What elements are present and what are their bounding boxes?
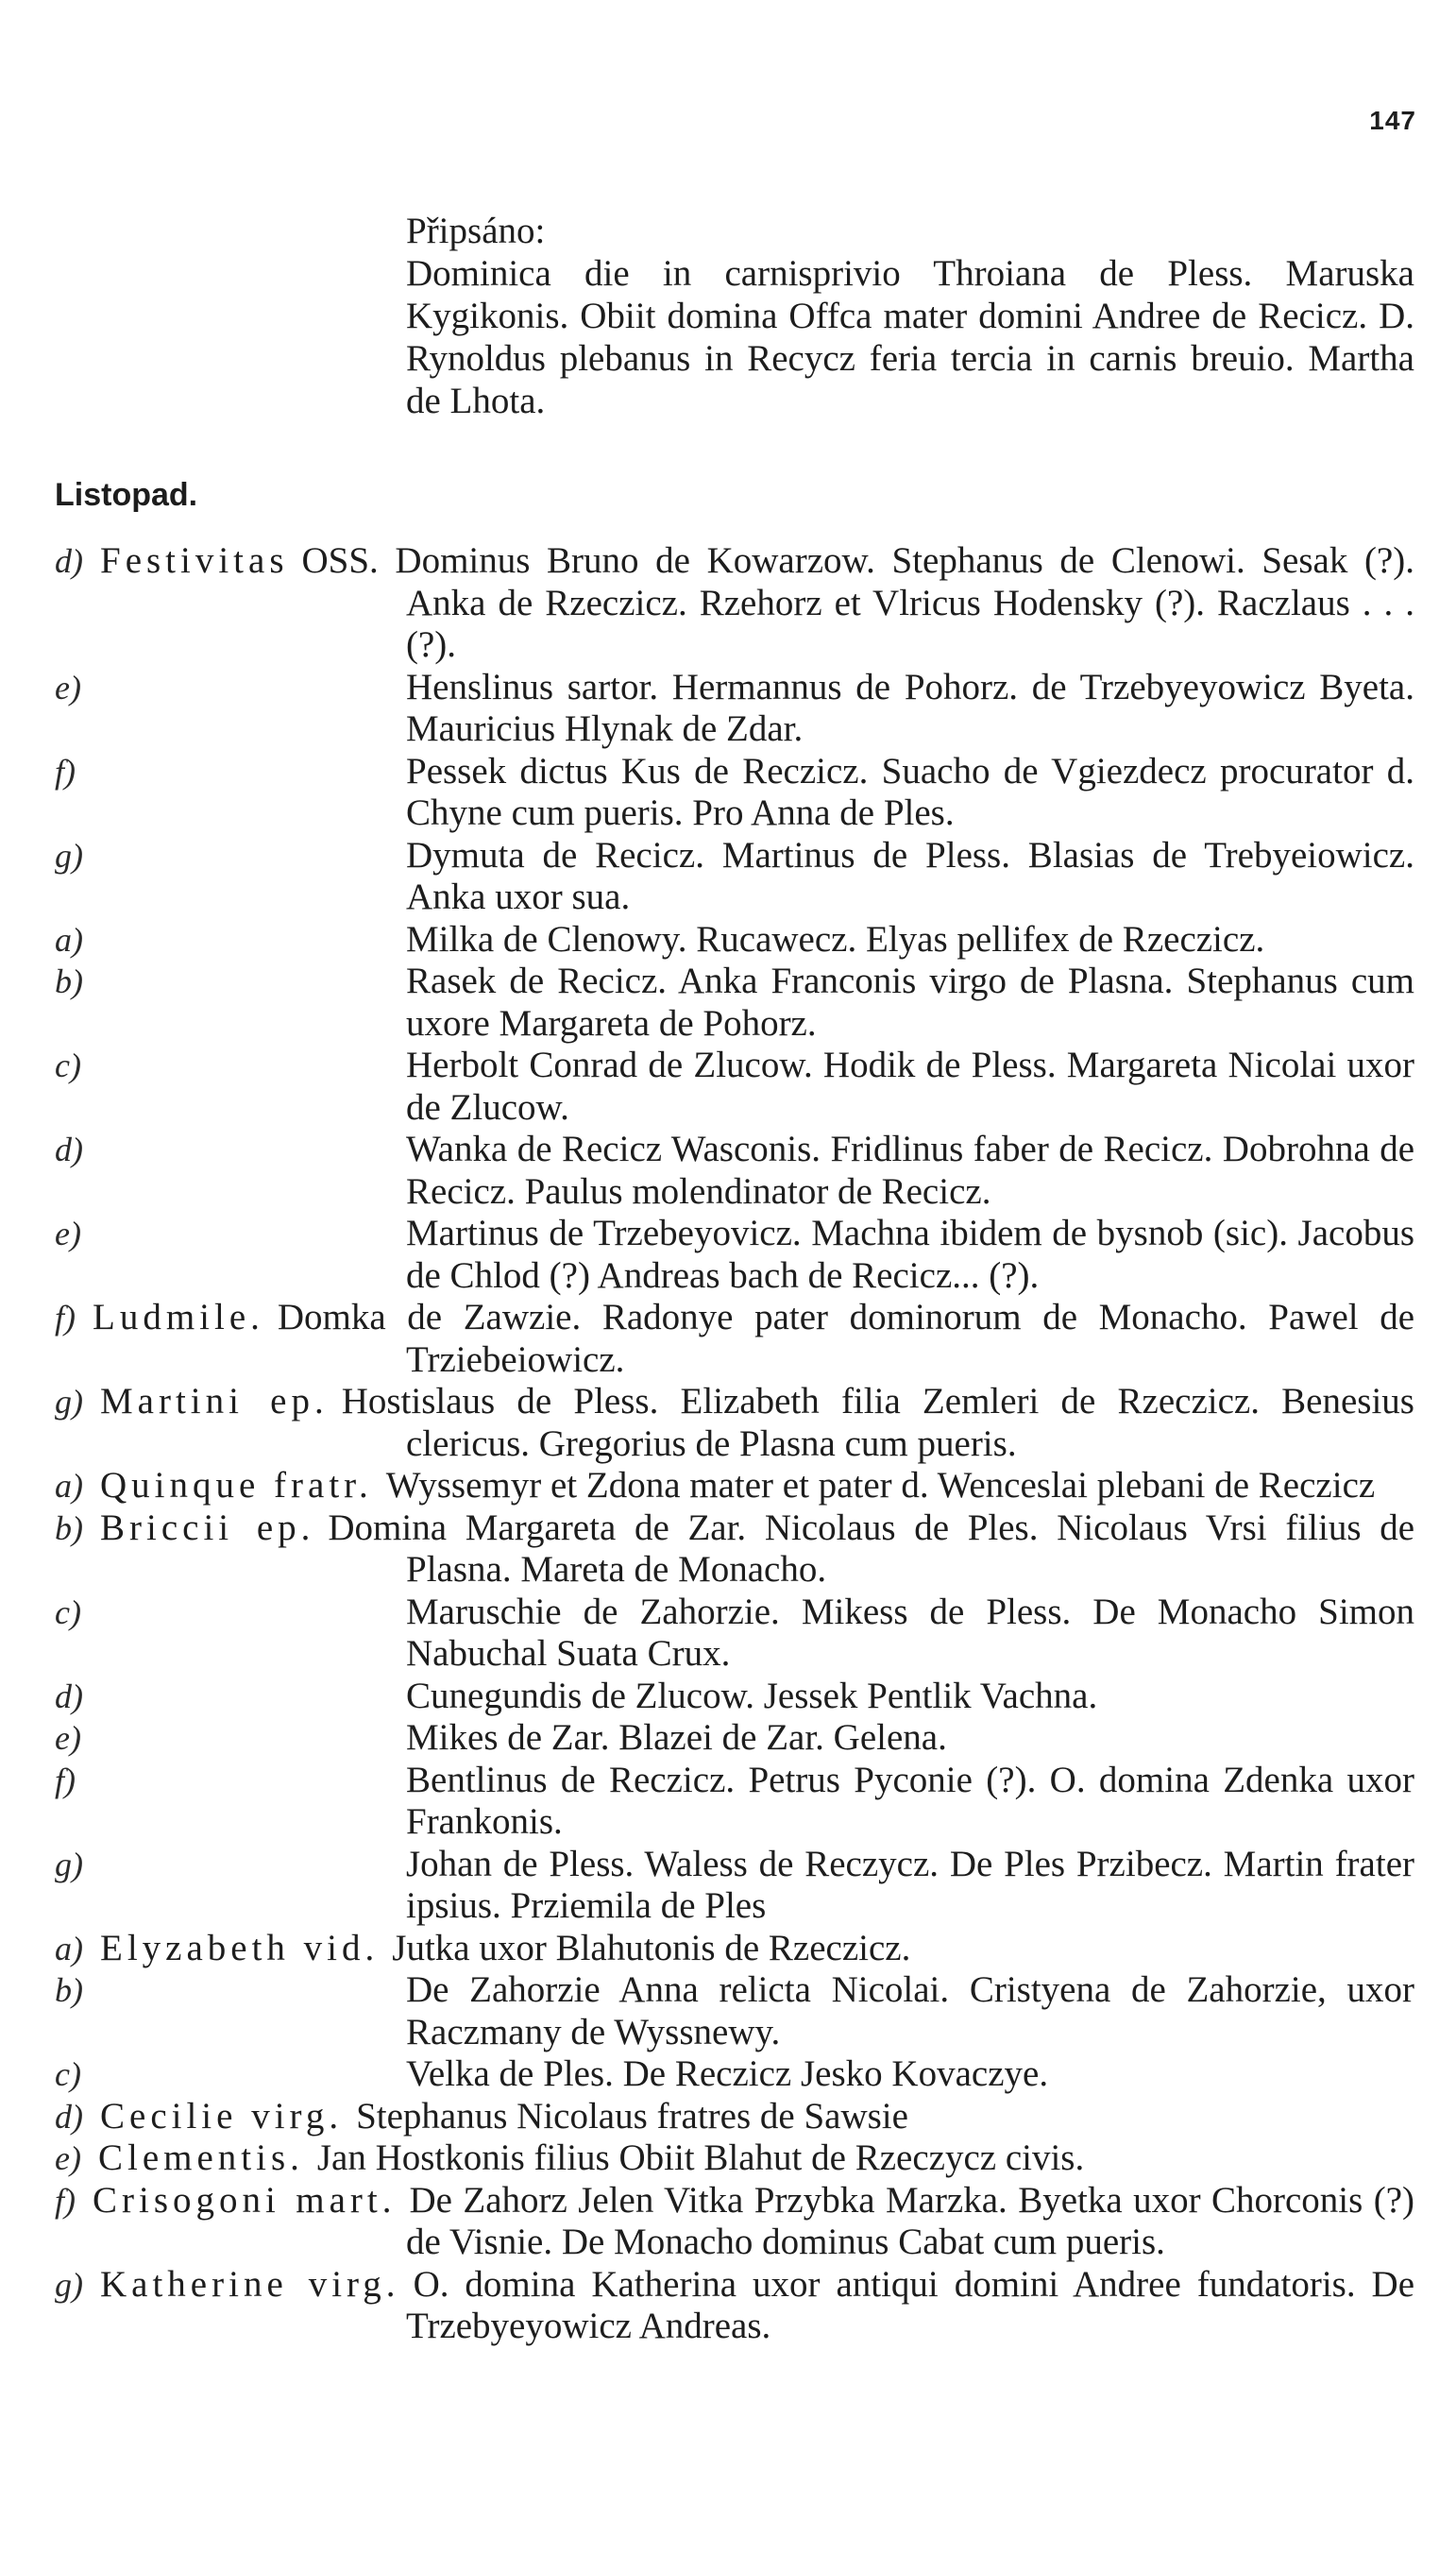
- day-letter: f): [55, 752, 76, 791]
- day-letter: c): [55, 1047, 81, 1084]
- page-number: 147: [1369, 106, 1416, 135]
- day-letter: b): [55, 1508, 83, 1547]
- day-letter: d): [55, 1131, 83, 1168]
- entry-text: Wyssemyr et Zdona mater et pater d. Wenceslai plebani de Reczicz: [385, 1465, 1376, 1506]
- day-letter: e): [55, 1719, 81, 1757]
- day-letter: b): [55, 1971, 83, 2009]
- addendum-text: Dominica die in carnisprivio Throiana de Pless. Maruska Kygikonis. Obiit domina Offca mater domini Andree de Recicz. D. Rynoldus plebanus in Recycz feria tercia in carnis breuio. Martha de Lhota.: [406, 253, 1414, 421]
- feast-name: Clementis.: [97, 2137, 304, 2178]
- entry-text: Martinus de Trzebeyovicz. Machna ibidem de bysnob (sic). Jacobus de Chlod (?) Andreas bach de Recicz... (?).: [406, 1213, 1414, 1296]
- day-letter: e): [55, 668, 81, 707]
- feast-name: Quinque fratr.: [100, 1465, 373, 1506]
- entry-text: Jutka uxor Blahutonis de Rzeczicz.: [392, 1927, 911, 1968]
- entry-text: Henslinus sartor. Hermannus de Pohorz. de Trzebyeyowicz Byeta. Mauricius Hlynak de Zdar.: [406, 666, 1414, 749]
- entry-text: Hostislaus de Pless. Elizabeth filia Zemleri de Rzeczicz. Benesius clericus. Gregorius de Plasna cum pueris.: [341, 1381, 1414, 1464]
- day-letter: d): [55, 2097, 83, 2136]
- day-letter: a): [55, 1929, 83, 1967]
- entry-text: Cunegundis de Zlucow. Jessek Pentlik Vachna.: [406, 1675, 1098, 1716]
- calendar-entry: [55, 1381, 1414, 1465]
- calendar-entry: [55, 2096, 1414, 2138]
- entry-text: Wanka de Recicz Wasconis. Fridlinus faber de Recicz. Dobrohna de Recicz. Paulus molendinator de Recicz.: [406, 1129, 1414, 1212]
- entry-text: Domka de Zawzie. Radonye pater dominorum de Monacho. Pawel de Trziebeiowicz.: [277, 1297, 1414, 1380]
- day-letter: c): [55, 2055, 81, 2093]
- feast-name: Festivitas: [100, 540, 289, 581]
- day-letter: g): [55, 1845, 83, 1883]
- calendar-entry: [55, 2053, 1414, 2096]
- entry-text: Milka de Clenowy. Rucawecz. Elyas pellifex de Rzeczicz.: [406, 918, 1265, 960]
- calendar-entry: [55, 1676, 1414, 1718]
- calendar-entry: [55, 1717, 1414, 1760]
- day-letter: f): [55, 1761, 76, 1799]
- entry-text: Rasek de Recicz. Anka Franconis virgo de Plasna. Stephanus cum uxore Margareta de Pohorz.: [406, 961, 1414, 1044]
- entry-text: Bentlinus de Reczicz. Petrus Pyconie (?). O. domina Zdenka uxor Frankonis.: [406, 1759, 1414, 1842]
- day-letter: g): [55, 836, 83, 875]
- feast-name: Martini ep.: [100, 1381, 329, 1422]
- calendar-entry: [55, 961, 1414, 1045]
- day-letter: b): [55, 962, 83, 1000]
- day-letter: g): [55, 1383, 83, 1421]
- feast-name: Crisogoni mart.: [93, 2179, 397, 2221]
- calendar-entry: [55, 1928, 1414, 1970]
- calendar-entry: [55, 835, 1414, 919]
- entry-text: Johan de Pless. Waless de Reczycz. De Ples Przibecz. Martin frater ipsius. Prziemila de Ples: [406, 1843, 1414, 1926]
- calendar-entry: [55, 751, 1414, 835]
- entry-text: O. domina Katherina uxor antiqui domini Andree fundatoris. De Trzebyeyowicz Andreas.: [406, 2263, 1414, 2346]
- entry-text: De Zahorzie Anna relicta Nicolai. Cristyena de Zahorzie, uxor Raczmany de Wyssnewy.: [406, 1969, 1414, 2052]
- calendar-entry: [55, 1465, 1414, 1507]
- calendar-entry: [55, 2180, 1414, 2264]
- calendar-entry: [55, 1129, 1414, 1213]
- day-letter: c): [55, 1592, 81, 1631]
- calendar-entry: [55, 1213, 1414, 1297]
- day-letter: g): [55, 2265, 83, 2304]
- day-letter: a): [55, 920, 83, 959]
- calendar-entry: [55, 1969, 1414, 2053]
- entry-text: Maruschie de Zahorzie. Mikess de Pless. De Monacho Simon Nabuchal Suata Crux.: [406, 1591, 1414, 1674]
- entry-text: OSS. Dominus Bruno de Kowarzow. Stephanus de Clenowi. Sesak (?). Anka de Rzeczicz. Rzehorz et Vlricus Hodensky (?). Raczlaus . . . (?).: [301, 540, 1414, 665]
- day-letter: e): [55, 2139, 81, 2177]
- calendar-entry: [55, 2137, 1414, 2180]
- addendum-note: [406, 210, 1414, 422]
- calendar-entry: [55, 667, 1414, 751]
- day-letter: f): [55, 1299, 76, 1337]
- section-heading: Listopad.: [55, 477, 198, 513]
- entry-text: Herbolt Conrad de Zlucow. Hodik de Pless. Margareta Nicolai uxor de Zlucow.: [406, 1045, 1414, 1128]
- calendar-entry: [55, 1592, 1414, 1676]
- calendar-entries: [55, 540, 1414, 2348]
- day-letter: e): [55, 1215, 81, 1252]
- entry-text: Velka de Ples. De Reczicz Jesko Kovaczye.: [406, 2053, 1049, 2094]
- entry-text: Jan Hostkonis filius Obiit Blahut de Rzeczycz civis.: [316, 2137, 1085, 2178]
- addendum-title: Připsáno:: [406, 211, 546, 251]
- calendar-entry: [55, 1297, 1414, 1381]
- entry-text: Pessek dictus Kus de Reczicz. Suacho de Vgiezdecz procurator d. Chyne cum pueris. Pro Anna de Ples.: [406, 750, 1414, 833]
- day-letter: d): [55, 542, 83, 580]
- calendar-entry: [55, 1507, 1414, 1592]
- entry-text: Stephanus Nicolaus fratres de Sawsie: [356, 2095, 908, 2137]
- calendar-entry: [55, 1844, 1414, 1928]
- day-letter: a): [55, 1467, 83, 1505]
- entry-text: Dymuta de Recicz. Martinus de Pless. Blasias de Trebyeiowicz. Anka uxor sua.: [406, 834, 1414, 917]
- feast-name: Elyzabeth vid.: [100, 1927, 380, 1968]
- calendar-entry: [55, 2264, 1414, 2348]
- entry-text: Mikes de Zar. Blazei de Zar. Gelena.: [406, 1717, 947, 1758]
- feast-name: Katherine virg.: [100, 2263, 400, 2305]
- calendar-entry: [55, 540, 1414, 667]
- calendar-entry: [55, 1045, 1414, 1129]
- calendar-entry: [55, 1760, 1414, 1844]
- feast-name: Ludmile.: [93, 1297, 264, 1337]
- day-letter: f): [55, 2181, 76, 2220]
- day-letter: d): [55, 1677, 83, 1715]
- entry-text: Domina Margareta de Zar. Nicolaus de Ples. Nicolaus Vrsi filius de Plasna. Mareta de Monacho.: [328, 1507, 1414, 1590]
- feast-name: Cecilie virg.: [100, 2095, 344, 2137]
- entry-text: De Zahorz Jelen Vitka Przybka Marzka. Byetka uxor Chorconis (?) de Visnie. De Monacho dominus Cabat cum pueris.: [406, 2179, 1414, 2262]
- feast-name: Briccii ep.: [100, 1507, 315, 1548]
- calendar-entry: [55, 919, 1414, 962]
